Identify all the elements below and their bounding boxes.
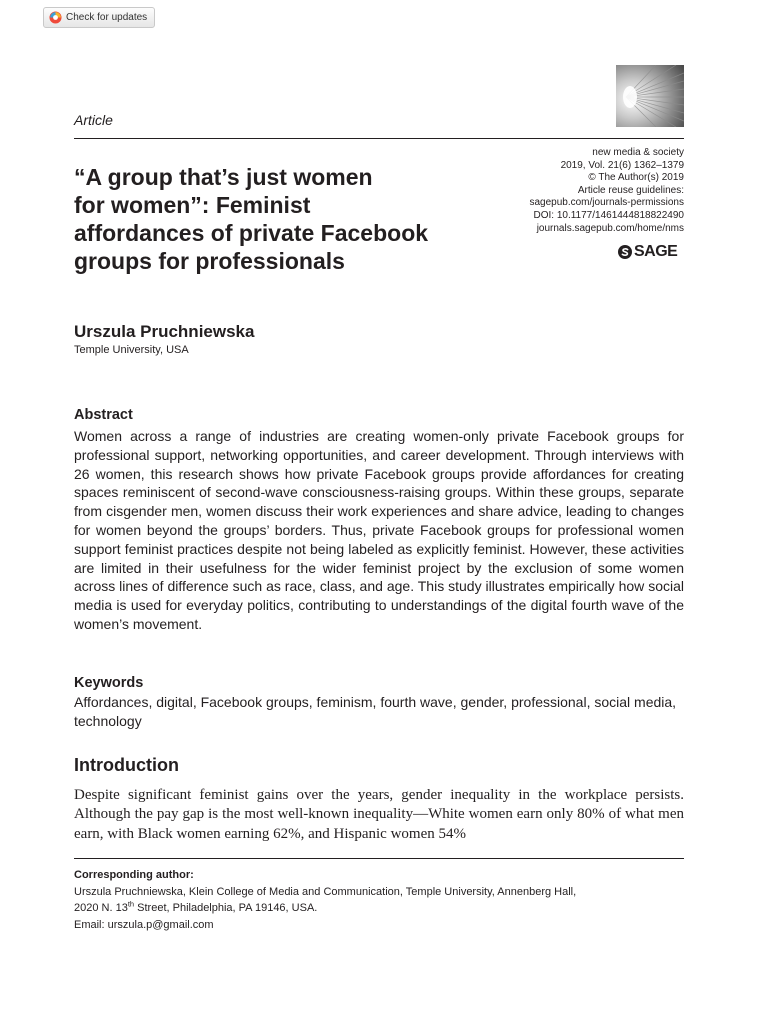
footnote-rule: [74, 858, 684, 859]
sage-wordmark: SAGE: [634, 243, 678, 260]
check-for-updates-button[interactable]: [43, 7, 155, 28]
journal-home-link[interactable]: journals.sagepub.com/home/nms: [536, 222, 684, 234]
journal-info: [484, 147, 684, 235]
keywords-text: Affordances, digital, Facebook groups, feminism, fourth wave, gender, professional, social media, technology: [74, 694, 677, 729]
header-rule: [74, 138, 684, 139]
keywords-heading: Keywords: [74, 675, 144, 691]
street-number: 2020 N. 13: [74, 902, 128, 914]
check-for-updates-label: Check for updates: [66, 12, 148, 23]
title-line: “A group that’s just women: [74, 164, 373, 190]
crossmark-icon: [49, 11, 62, 24]
introduction-text: Despite significant feminist gains over the years, gender inequality in the workplace persists. Although the pay gap is the most well-known inequality—White women earn only 80% of what men earn, with Black women earning 62%, and Hispanic women 54%: [74, 787, 684, 842]
corresponding-author-note: [74, 867, 694, 933]
title-line: groups for professionals: [74, 248, 345, 274]
corresponding-author-label: Corresponding author:: [74, 869, 194, 881]
copyright: © The Author(s) 2019: [588, 172, 684, 184]
abstract-heading: Abstract: [74, 407, 133, 423]
title-line: affordances of private Facebook: [74, 220, 429, 246]
journal-cover-image: [616, 65, 684, 127]
journal-name: new media & society: [592, 147, 684, 158]
author-affiliation: Temple University, USA: [74, 344, 189, 356]
author-name: Urszula Pruchniewska: [74, 322, 255, 341]
abstract-text: Women across a range of industries are creating women-only private Facebook groups for professional support, networking opportunities, and career development. Through interviews with 26 women, this research shows how private Facebook groups provide affordances for creating spaces reminiscent of second-wave consciousness-raising groups. Within these groups, separate from cisgender men, women discuss their work experiences and share advice, leading to changes for women beyond the groups’ borders. Thus, private Facebook groups for professional women support feminist practices despite not being labeled as explicitly feminist. However, these activities are limited in their usefulness for the wider feminist project by the exclusion of some women across lines of difference such as race, class, and age. This study illustrates empirically how social media is used for everyday politics, contributing to understandings of the digital fourth wave of the women’s movement.: [74, 428, 684, 632]
street-ordinal: th: [127, 899, 135, 909]
corresponding-street-line: [74, 900, 694, 917]
corresponding-address-line: Urszula Pruchniewska, Klein College of Media and Communication, Temple University, Annenberg Hall,: [74, 885, 577, 898]
sage-logo: [618, 243, 677, 261]
doi-link[interactable]: DOI: 10.1177/1461444818822490: [533, 209, 684, 221]
corresponding-email[interactable]: Email: urszula.p@gmail.com: [74, 918, 214, 931]
introduction-heading: Introduction: [74, 755, 179, 775]
sage-s-icon: [618, 245, 632, 259]
article-title: [74, 163, 504, 275]
reuse-link[interactable]: sagepub.com/journals-permissions: [529, 197, 684, 209]
article-type-label: Article: [74, 112, 113, 128]
street-rest: Street, Philadelphia, PA 19146, USA.: [134, 902, 318, 914]
journal-citation: 2019, Vol. 21(6) 1362–1379: [560, 159, 684, 171]
title-line: for women”: Feminist: [74, 192, 311, 218]
reuse-label: Article reuse guidelines:: [577, 184, 684, 196]
